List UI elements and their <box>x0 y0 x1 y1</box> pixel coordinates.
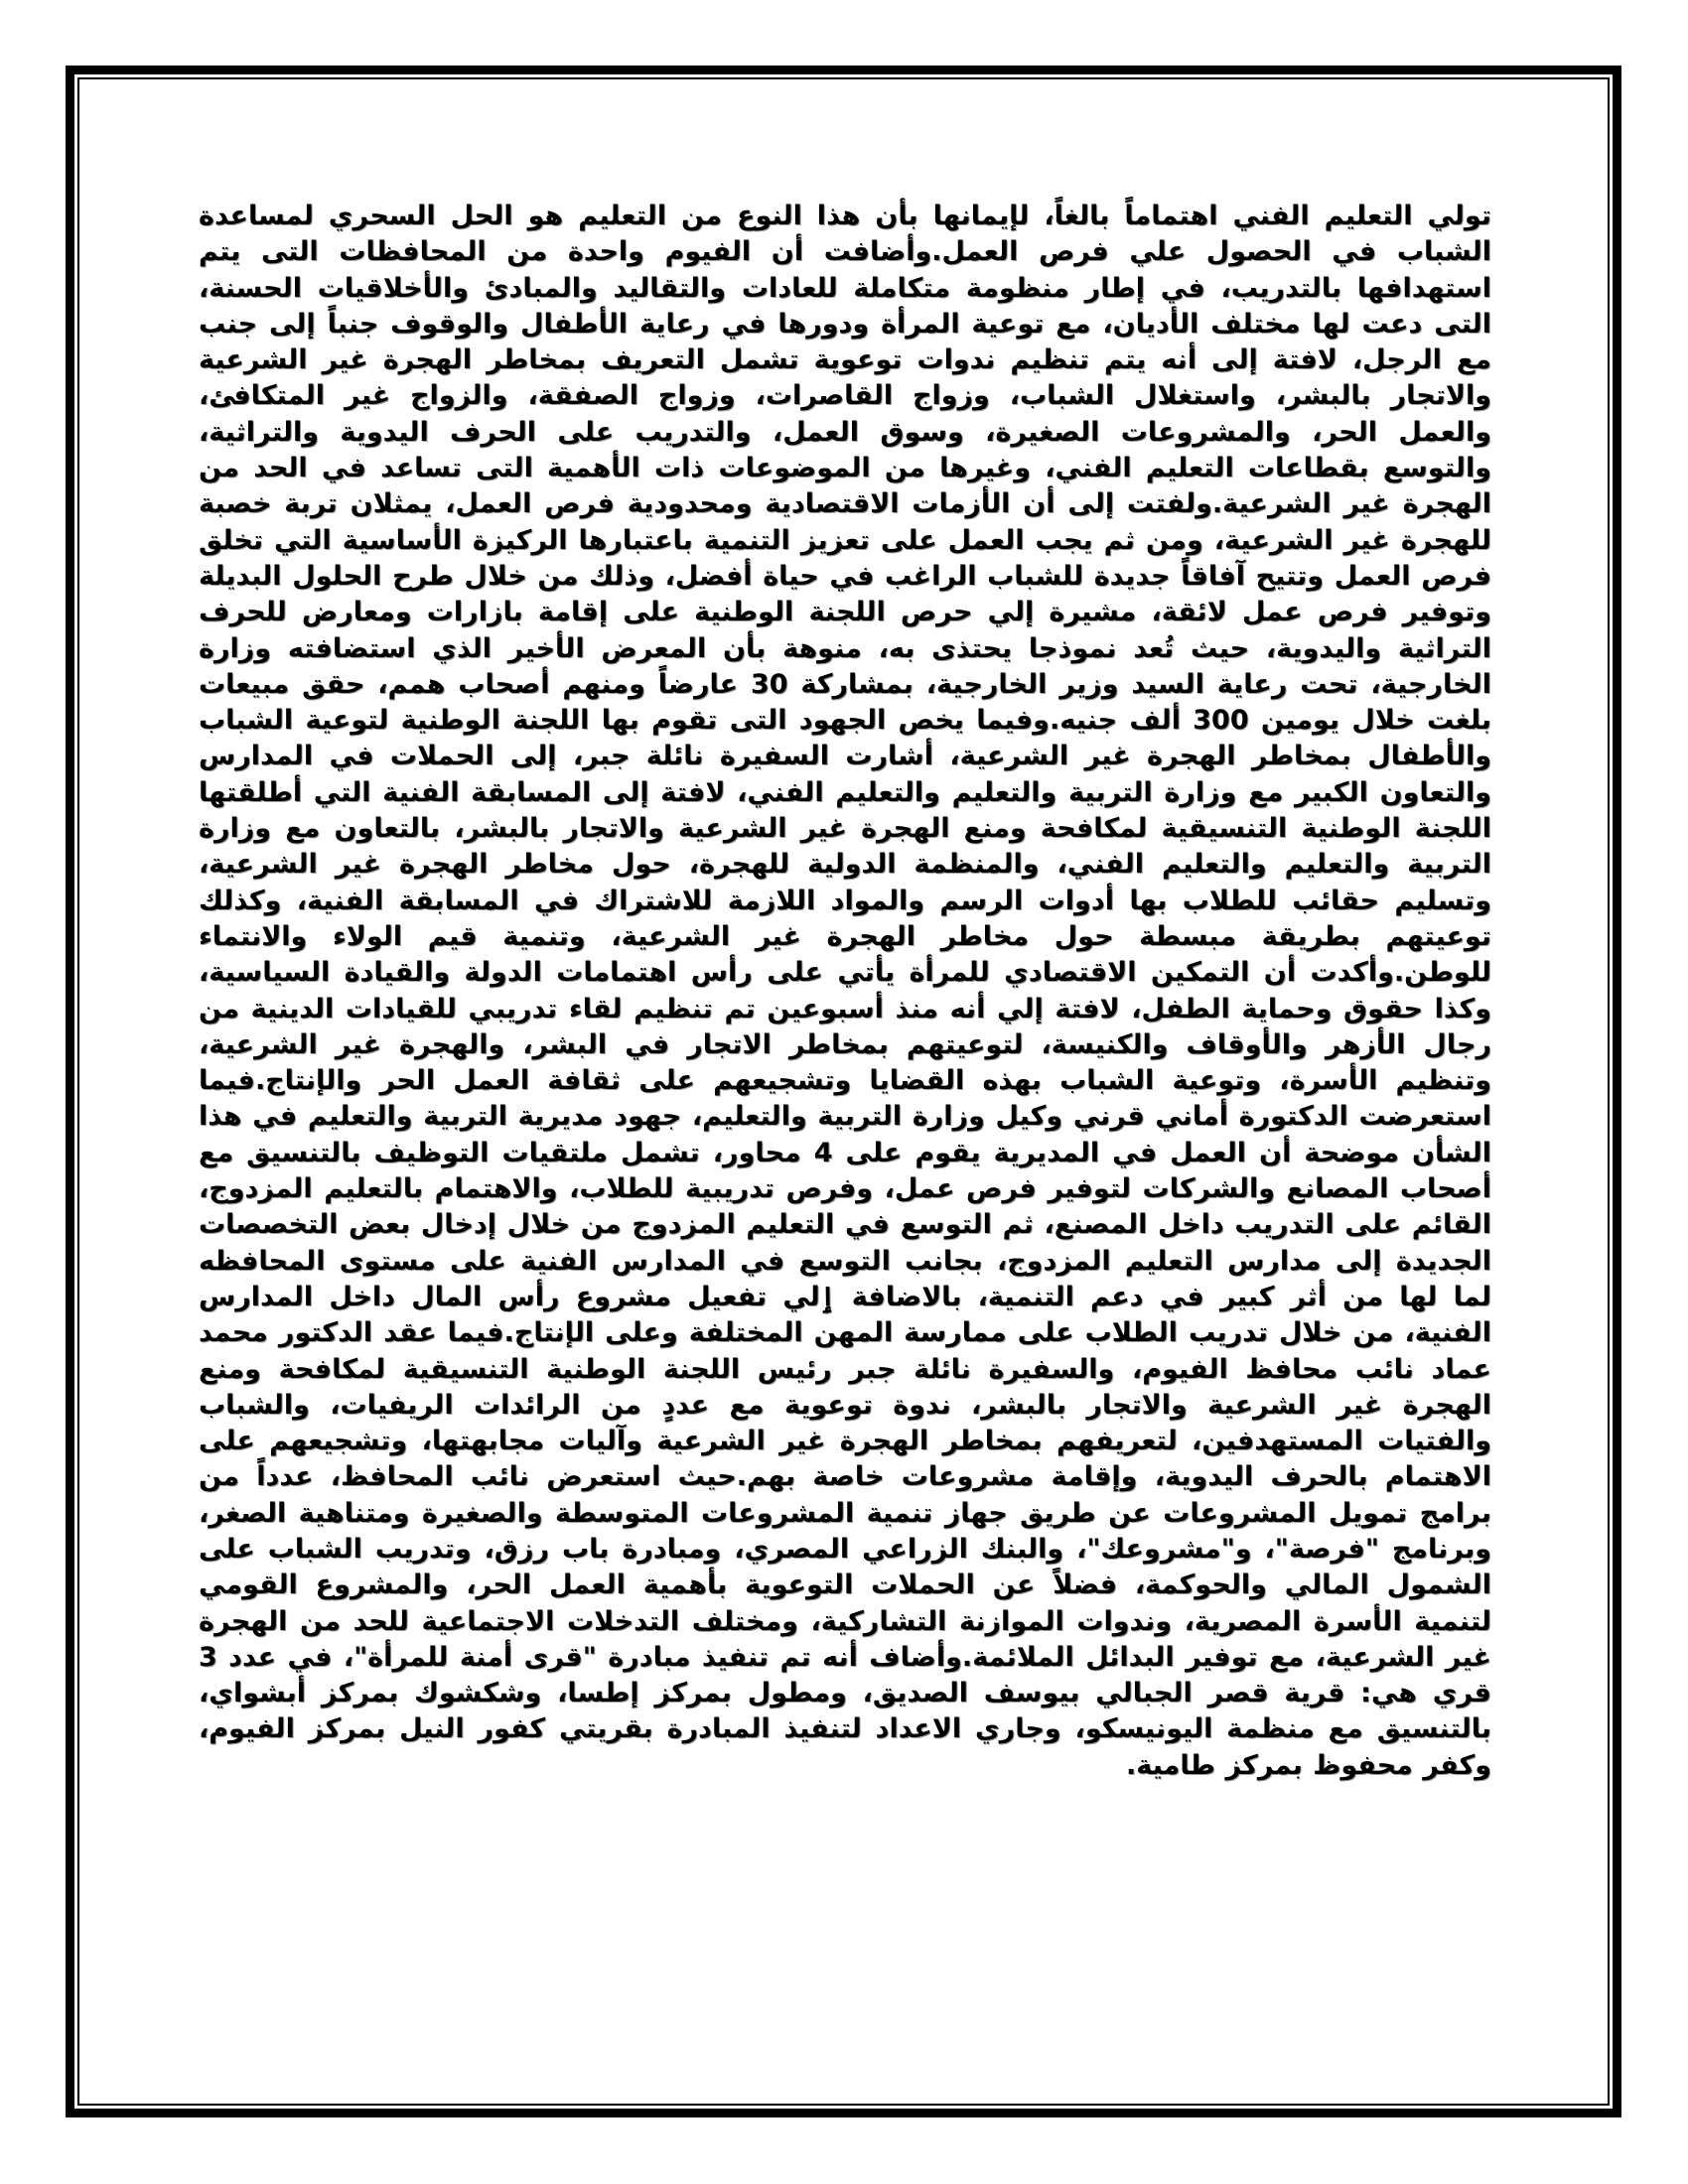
article-body <box>199 199 1491 1784</box>
article-paragraph: تولي التعليم الفني اهتماماً بالغاً، لإيمانها بأن هذا النوع من التعليم هو الحل السحري لمساعدة الشباب في الحصول علي فرص العمل.وأضافت أن الفيوم واحدة من المحافظات التى يتم استهدافها بالتدريب، في إطار منظومة متكاملة للعادات والتقاليد والمبادئ والأخلاقيات الحسنة، التى دعت لها مختلف الأديان، مع توعية المرأة ودورها في رعاية الأطفال والوقوف جنباً إلى جنب مع الرجل، لافتة إلى أنه يتم تنظيم ندوات توعوية تشمل التعريف بمخاطر الهجرة غير الشرعية والاتجار بالبشر، واستغلال الشباب، وزواج القاصرات، وزواج الصفقة، والزواج غير المتكافئ، والعمل الحر، والمشروعات الصغيرة، وسوق العمل، والتدريب على الحرف اليدوية والتراثية، والتوسع بقطاعات التعليم الفني، وغيرها من الموضوعات ذات الأهمية التى تساعد في الحد من الهجرة غير الشرعية.ولفتت إلى أن الأزمات الاقتصادية ومحدودية فرص العمل، يمثلان تربة خصبة للهجرة غير الشرعية، ومن ثم يجب العمل على تعزيز التنمية باعتبارها الركيزة الأساسية التي تخلق فرص العمل وتتيح آفاقاً جديدة للشباب الراغب في حياة أفضل، وذلك من خلال طرح الحلول البديلة وتوفير فرص عمل لائقة، مشيرة إلي حرص اللجنة الوطنية على إقامة بازارات ومعارض للحرف التراثية واليدوية، حيث تُعد نموذجا يحتذى به، منوهة بأن المعرض الأخير الذي استضافته وزارة الخارجية، تحت رعاية السيد وزير الخارجية، بمشاركة 30 عارضاً ومنهم أصحاب همم، حقق مبيعات بلغت خلال يومين 300 ألف جنيه.وفيما يخص الجهود التى تقوم بها اللجنة الوطنية لتوعية الشباب والأطفال بمخاطر الهجرة غير الشرعية، أشارت السفيرة نائلة جبر، إلى الحملات في المدارس والتعاون الكبير مع وزارة التربية والتعليم والتعليم الفني، لافتة إلى المسابقة الفنية التي أطلقتها اللجنة الوطنية التنسيقية لمكافحة ومنع الهجرة غير الشرعية والاتجار بالبشر، بالتعاون مع وزارة التربية والتعليم والتعليم الفني، والمنظمة الدولية للهجرة، حول مخاطر الهجرة غير الشرعية، وتسليم حقائب للطلاب بها أدوات الرسم والمواد اللازمة للاشتراك في المسابقة الفنية، وكذلك توعيتهم بطريقة مبسطة حول مخاطر الهجرة غير الشرعية، وتنمية قيم الولاء والانتماء للوطن.وأكدت أن التمكين الاقتصادي للمرأة يأتي على رأس اهتمامات الدولة والقيادة السياسية، وكذا حقوق وحماية الطفل، لافتة إلي أنه منذ أسبوعين تم تنظيم لقاء تدريبي للقيادات الدينية من رجال الأزهر والأوقاف والكنيسة، لتوعيتهم بمخاطر الاتجار في البشر، والهجرة غير الشرعية، وتنظيم الأسرة، وتوعية الشباب بهذه القضايا وتشجيعهم على ثقافة العمل الحر والإنتاج.فيما استعرضت الدكتورة أماني قرني وكيل وزارة التربية والتعليم، جهود مديرية التربية والتعليم في هذا الشأن موضحة أن العمل في المديرية يقوم على 4 محاور، تشمل ملتقيات التوظيف بالتنسيق مع أصحاب المصانع والشركات لتوفير فرص عمل، وفرص تدريبية للطلاب، والاهتمام بالتعليم المزدوج، القائم على التدريب داخل المصنع، ثم التوسع في التعليم المزدوج من خلال إدخال بعض التخصصات الجديدة إلى مدارس التعليم المزدوج، بجانب التوسع في المدارس الفنية على مستوى المحافظه لما لها من أثر كبير في دعم التنمية، بالاضافة ٳلي تفعيل مشروع رأس المال داخل المدارس الفنية، من خلال تدريب الطلاب على ممارسة المهن المختلفة وعلى الإنتاج.فيما عقد الدكتور محمد عماد نائب محافظ الفيوم، والسفيرة نائلة جبر رئيس اللجنة الوطنية التنسيقية لمكافحة ومنع الهجرة غير الشرعية والاتجار بالبشر، ندوة توعوية مع عددٍ من الرائدات الريفيات، والشباب والفتيات المستهدفين، لتعريفهم بمخاطر الهجرة غير الشرعية وآليات مجابهتها، وتشجيعهم على الاهتمام بالحرف اليدوية، وإقامة مشروعات خاصة بهم.حيث استعرض نائب المحافظ، عدداً من برامج تمويل المشروعات عن طريق جهاز تنمية المشروعات المتوسطة والصغيرة ومتناهية الصغر، وبرنامج "فرصة"، و"مشروعك"، والبنك الزراعي المصري، ومبادرة باب رزق، وتدريب الشباب على الشمول المالي والحوكمة، فضلاً عن الحملات التوعوية بأهمية العمل الحر، والمشروع القومي لتنمية الأسرة المصرية، وندوات الموازنة التشاركية، ومختلف التدخلات الاجتماعية للحد من الهجرة غير الشرعية، مع توفير البدائل الملائمة.وأضاف أنه تم تنفيذ مبادرة "قرى أمنة للمرأة"، في عدد 3 قري هي: قرية قصر الجبالي بيوسف الصديق، ومطول بمركز إطسا، وشكشوك بمركز أبشواي، بالتنسيق مع منظمة اليونيسكو، وجاري الاعداد لتنفيذ المبادرة بقريتي كفور النيل بمركز الفيوم، وكفر محفوظ بمركز طامية. <box>199 201 1491 1781</box>
